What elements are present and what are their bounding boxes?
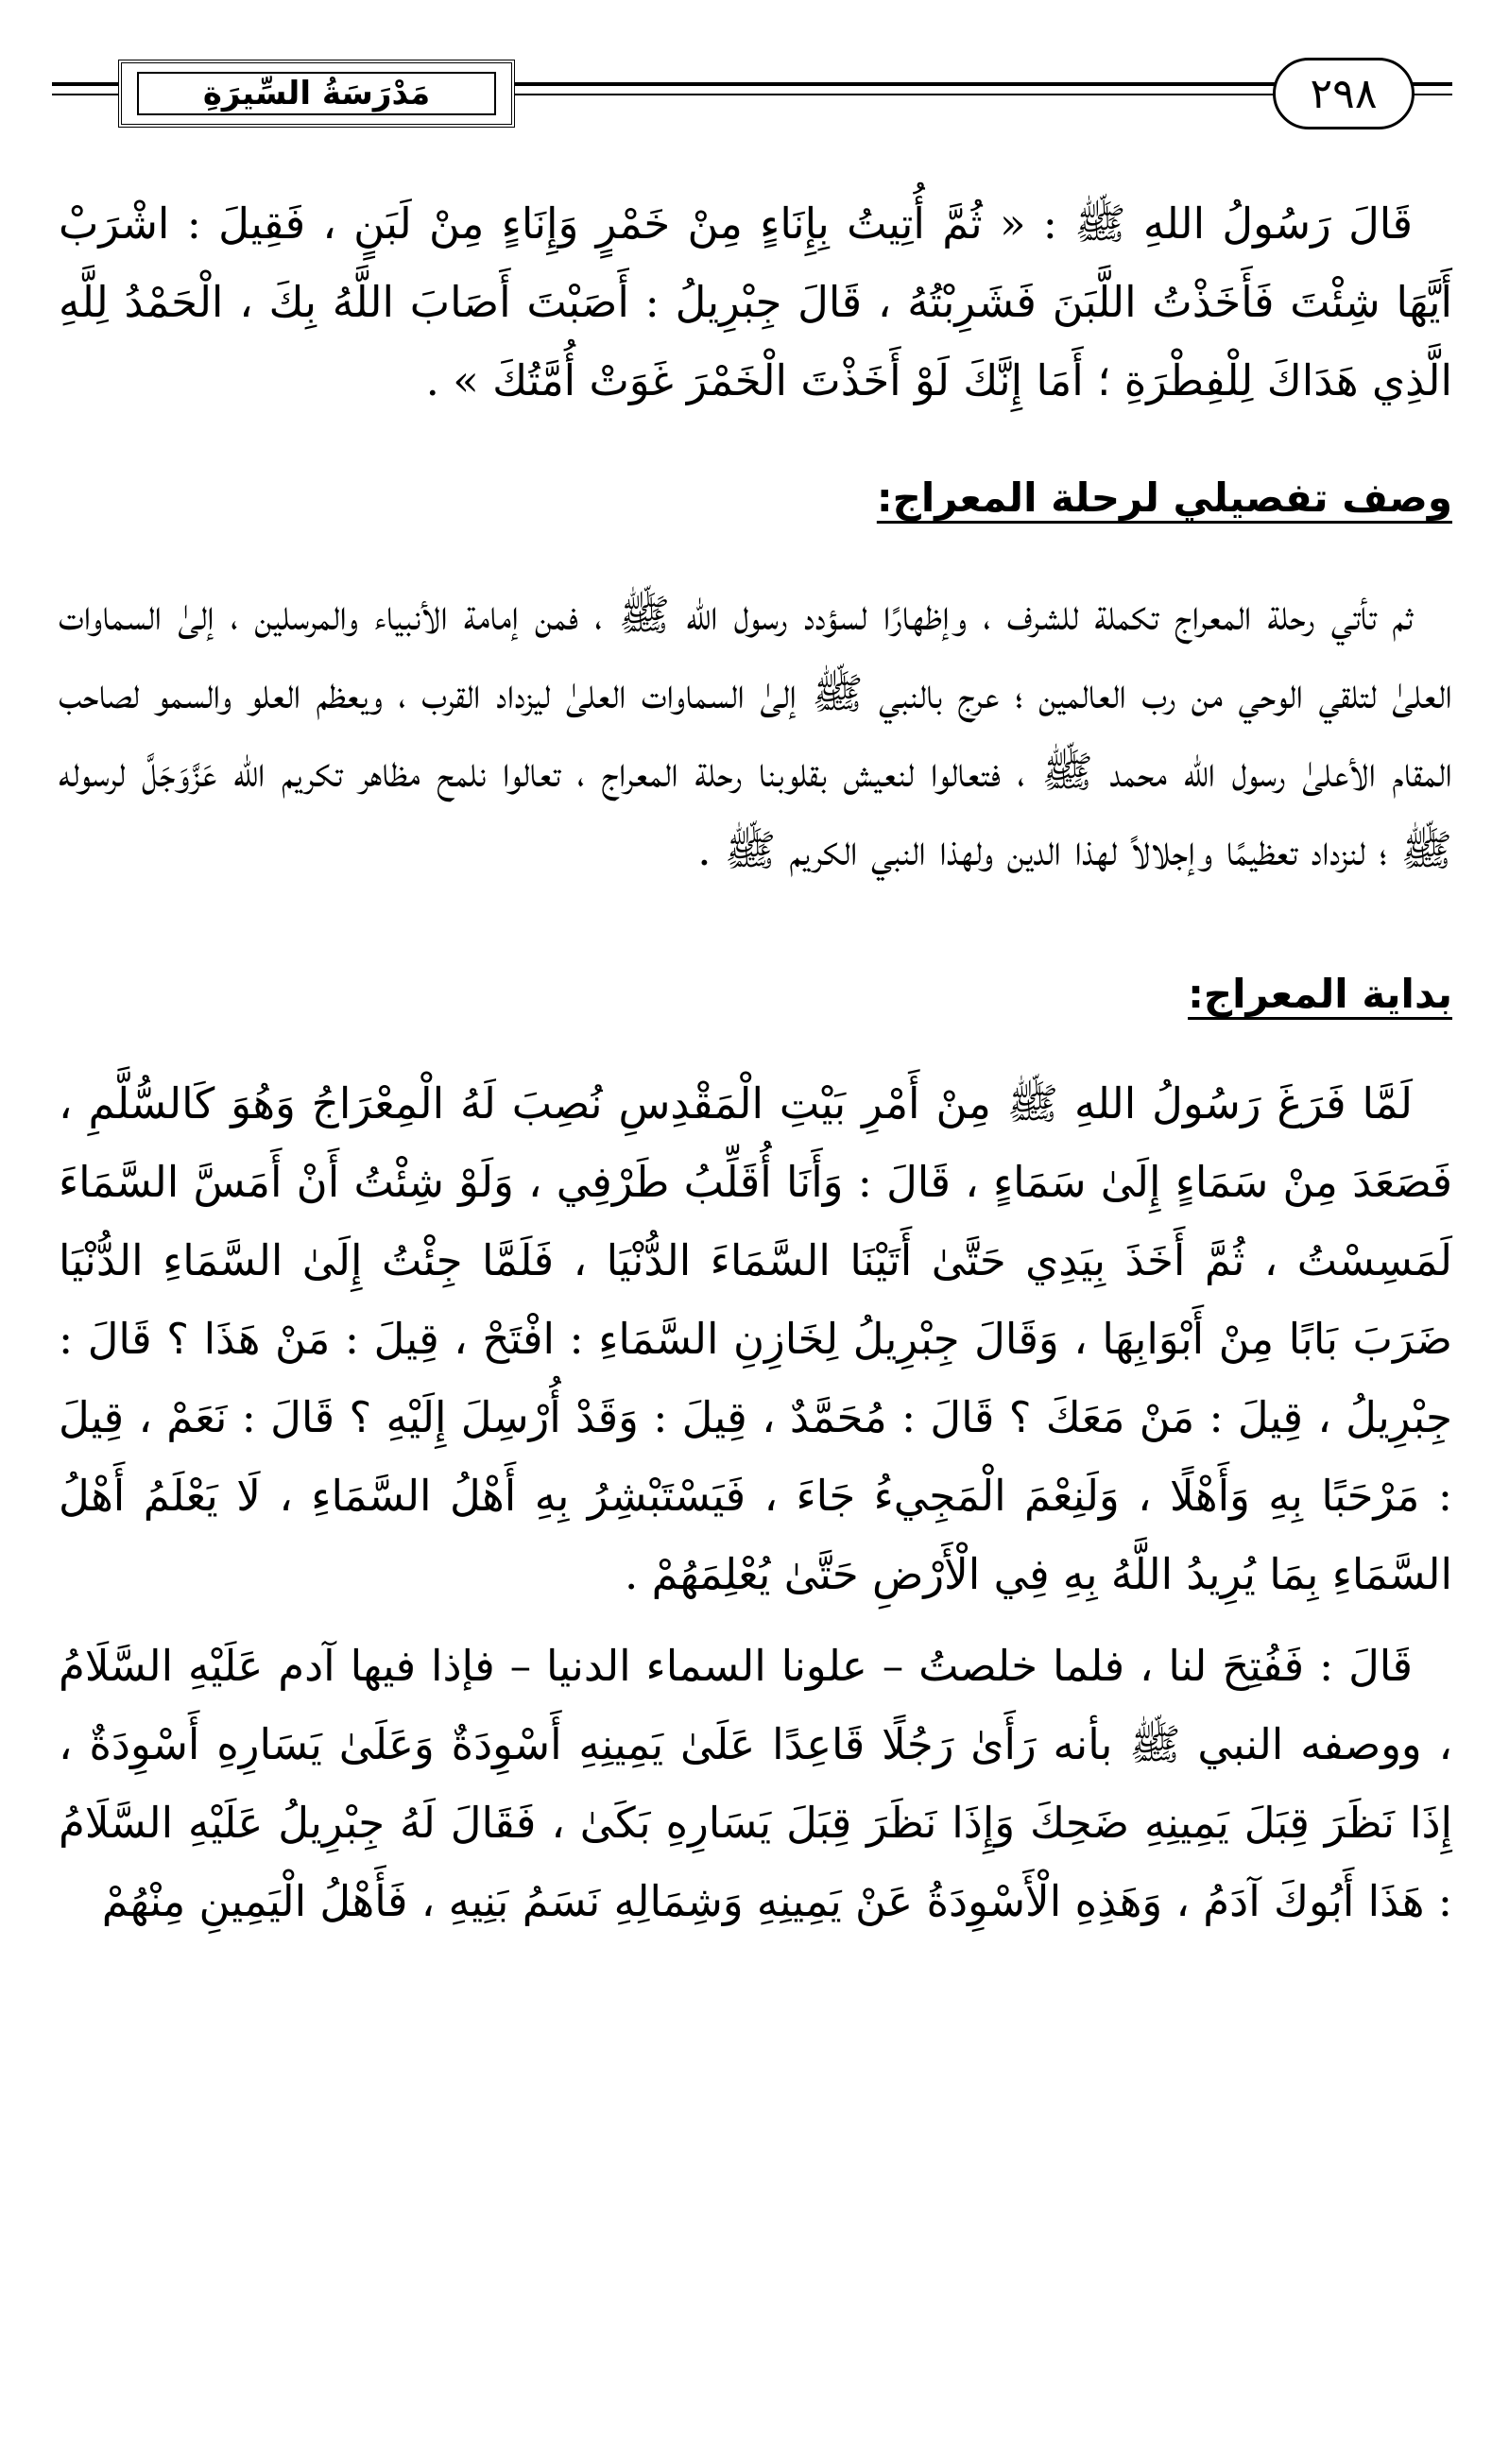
paragraph-ascension-hadith: لَمَّا فَرَغَ رَسُولُ اللهِ ﷺ مِنْ أَمْرِ بَيْتِ الْمَقْدِسِ نُصِبَ لَهُ الْمِعْرَاجُ وَهُوَ كَالسُّلَّمِ ، فَصَعَدَ مِنْ سَمَاءٍ إِلَىٰ سَمَاءٍ ، قَالَ : وَأَنَا أُقَلِّبُ طَرْفِي ، وَلَوْ شِئْتُ أَنْ أَمَسَّ السَّمَاءَ لَمَسِسْتُ ، ثُمَّ أَخَذَ بِيَدِي حَتَّىٰ أَتَيْنَا السَّمَاءَ الدُّنْيَا ، فَلَمَّا جِئْتُ إِلَىٰ السَّمَاءِ الدُّنْيَا ضَرَبَ بَابًا مِنْ أَبْوَابِهَا ، وَقَالَ جِبْرِيلُ لِخَازِنِ السَّمَاءِ : افْتَحْ ، قِيلَ : مَنْ هَذَا ؟ قَالَ : جِبْرِيلُ ، قِيلَ : مَنْ مَعَكَ ؟ قَالَ : مُحَمَّدٌ ، قِيلَ : وَقَدْ أُرْسِلَ إِلَيْهِ ؟ قَالَ : نَعَمْ ، قِيلَ : مَرْحَبًا بِهِ وَأَهْلًا ، وَلَنِعْمَ الْمَجِيءُ جَاءَ ، فَيَسْتَبْشِرُ بِهِ أَهْلُ السَّمَاءِ ، لَا يَعْلَمُ أَهْلُ السَّمَاءِ بِمَا يُرِيدُ اللَّهُ بِهِ فِي الْأَرْضِ حَتَّىٰ يُعْلِمَهُمْ . [59,1078,1452,1599]
header-rule-center-thin [510,94,1280,95]
page-header [52,52,1452,137]
paragraph-adam-description: قَالَ : فَفُتِحَ لنا ، فلما خلصتُ – علونا السماء الدنيا – فإذا فيها آدم عَلَيْهِ السَّلَامُ ، ووصفه النبي ﷺ بأنه رَأَىٰ رَجُلًا قَاعِدًا عَلَىٰ يَمِينِهِ أَسْوِدَةٌ وَعَلَىٰ يَسَارِهِ أَسْوِدَةٌ ، إِذَا نَظَرَ قِبَلَ يَمِينِهِ ضَحِكَ وَإِذَا نَظَرَ قِبَلَ يَسَارِهِ بَكَىٰ ، فَقَالَ لَهُ جِبْرِيلُ عَلَيْهِ السَّلَامُ : هَذَا أَبُوكَ آدَمُ ، وَهَذِهِ الْأَسْوِدَةُ عَنْ يَمِينِهِ وَشِمَالِهِ نَسَمُ بَنِيهِ ، فَأَهْلُ الْيَمِينِ مِنْهُمْ [59,1641,1452,1926]
header-rule-left-thin [52,94,128,95]
paragraph-miraj-overview: ثم تأتي رحلة المعراج تكملة للشرف ، وإظهارًا لسؤدد رسول الله ﷺ ، فمن إمامة الأنبياء والمرسلين ، إلىٰ السماوات العلىٰ لتلقي الوحي من رب العالمين ؛ عرج بالنبي ﷺ إلىٰ السماوات العلىٰ ليزداد القرب ، ويعظم العلو والسمو لصاحب المقام الأعلىٰ رسول الله محمد ﷺ ، فتعالوا لنعيش بقلوبنا رحلة المعراج ، تعالوا نلمح مظاهر تكريم الله عَزَّوَجَلَّ لرسوله ﷺ ؛ لنزداد تعظيمًا وإجلالاً لهذا الدين ولهذا النبي الكريم ﷺ . [59,590,1452,875]
page-content [59,184,1452,1940]
page-number-frame [1273,58,1415,129]
book-title: مَدْرَسَةُ السِّيرَةِ [202,75,431,112]
book-title-inner-frame [137,72,496,115]
header-rule-center [510,82,1280,86]
header-rule-left [52,82,128,86]
section-heading-detailed-description: وصف تفصيلي لرحلة المعراج: [876,474,1452,521]
page-number: ٢٩٨ [1310,69,1378,118]
section-heading-beginning-of-miraj: بداية المعراج: [1188,971,1452,1017]
intro-paragraph: قَالَ رَسُولُ اللهِ ﷺ : « ثُمَّ أُتِيتُ بِإِنَاءٍ مِنْ خَمْرٍ وَإِنَاءٍ مِنْ لَبَنٍ ، فَقِيلَ : اشْرَبْ أَيَّهَا شِئْتَ فَأَخَذْتُ اللَّبَنَ فَشَرِبْتُهُ ، قَالَ جِبْرِيلُ : أَصَبْتَ أَصَابَ اللَّهُ بِكَ ، الْحَمْدُ لِلَّهِ الَّذِي هَدَاكَ لِلْفِطْرَةِ ؛ أَمَا إِنَّكَ لَوْ أَخَذْتَ الْخَمْرَ غَوَتْ أُمَّتُكَ » . [59,198,1452,405]
book-title-frame [118,60,515,128]
